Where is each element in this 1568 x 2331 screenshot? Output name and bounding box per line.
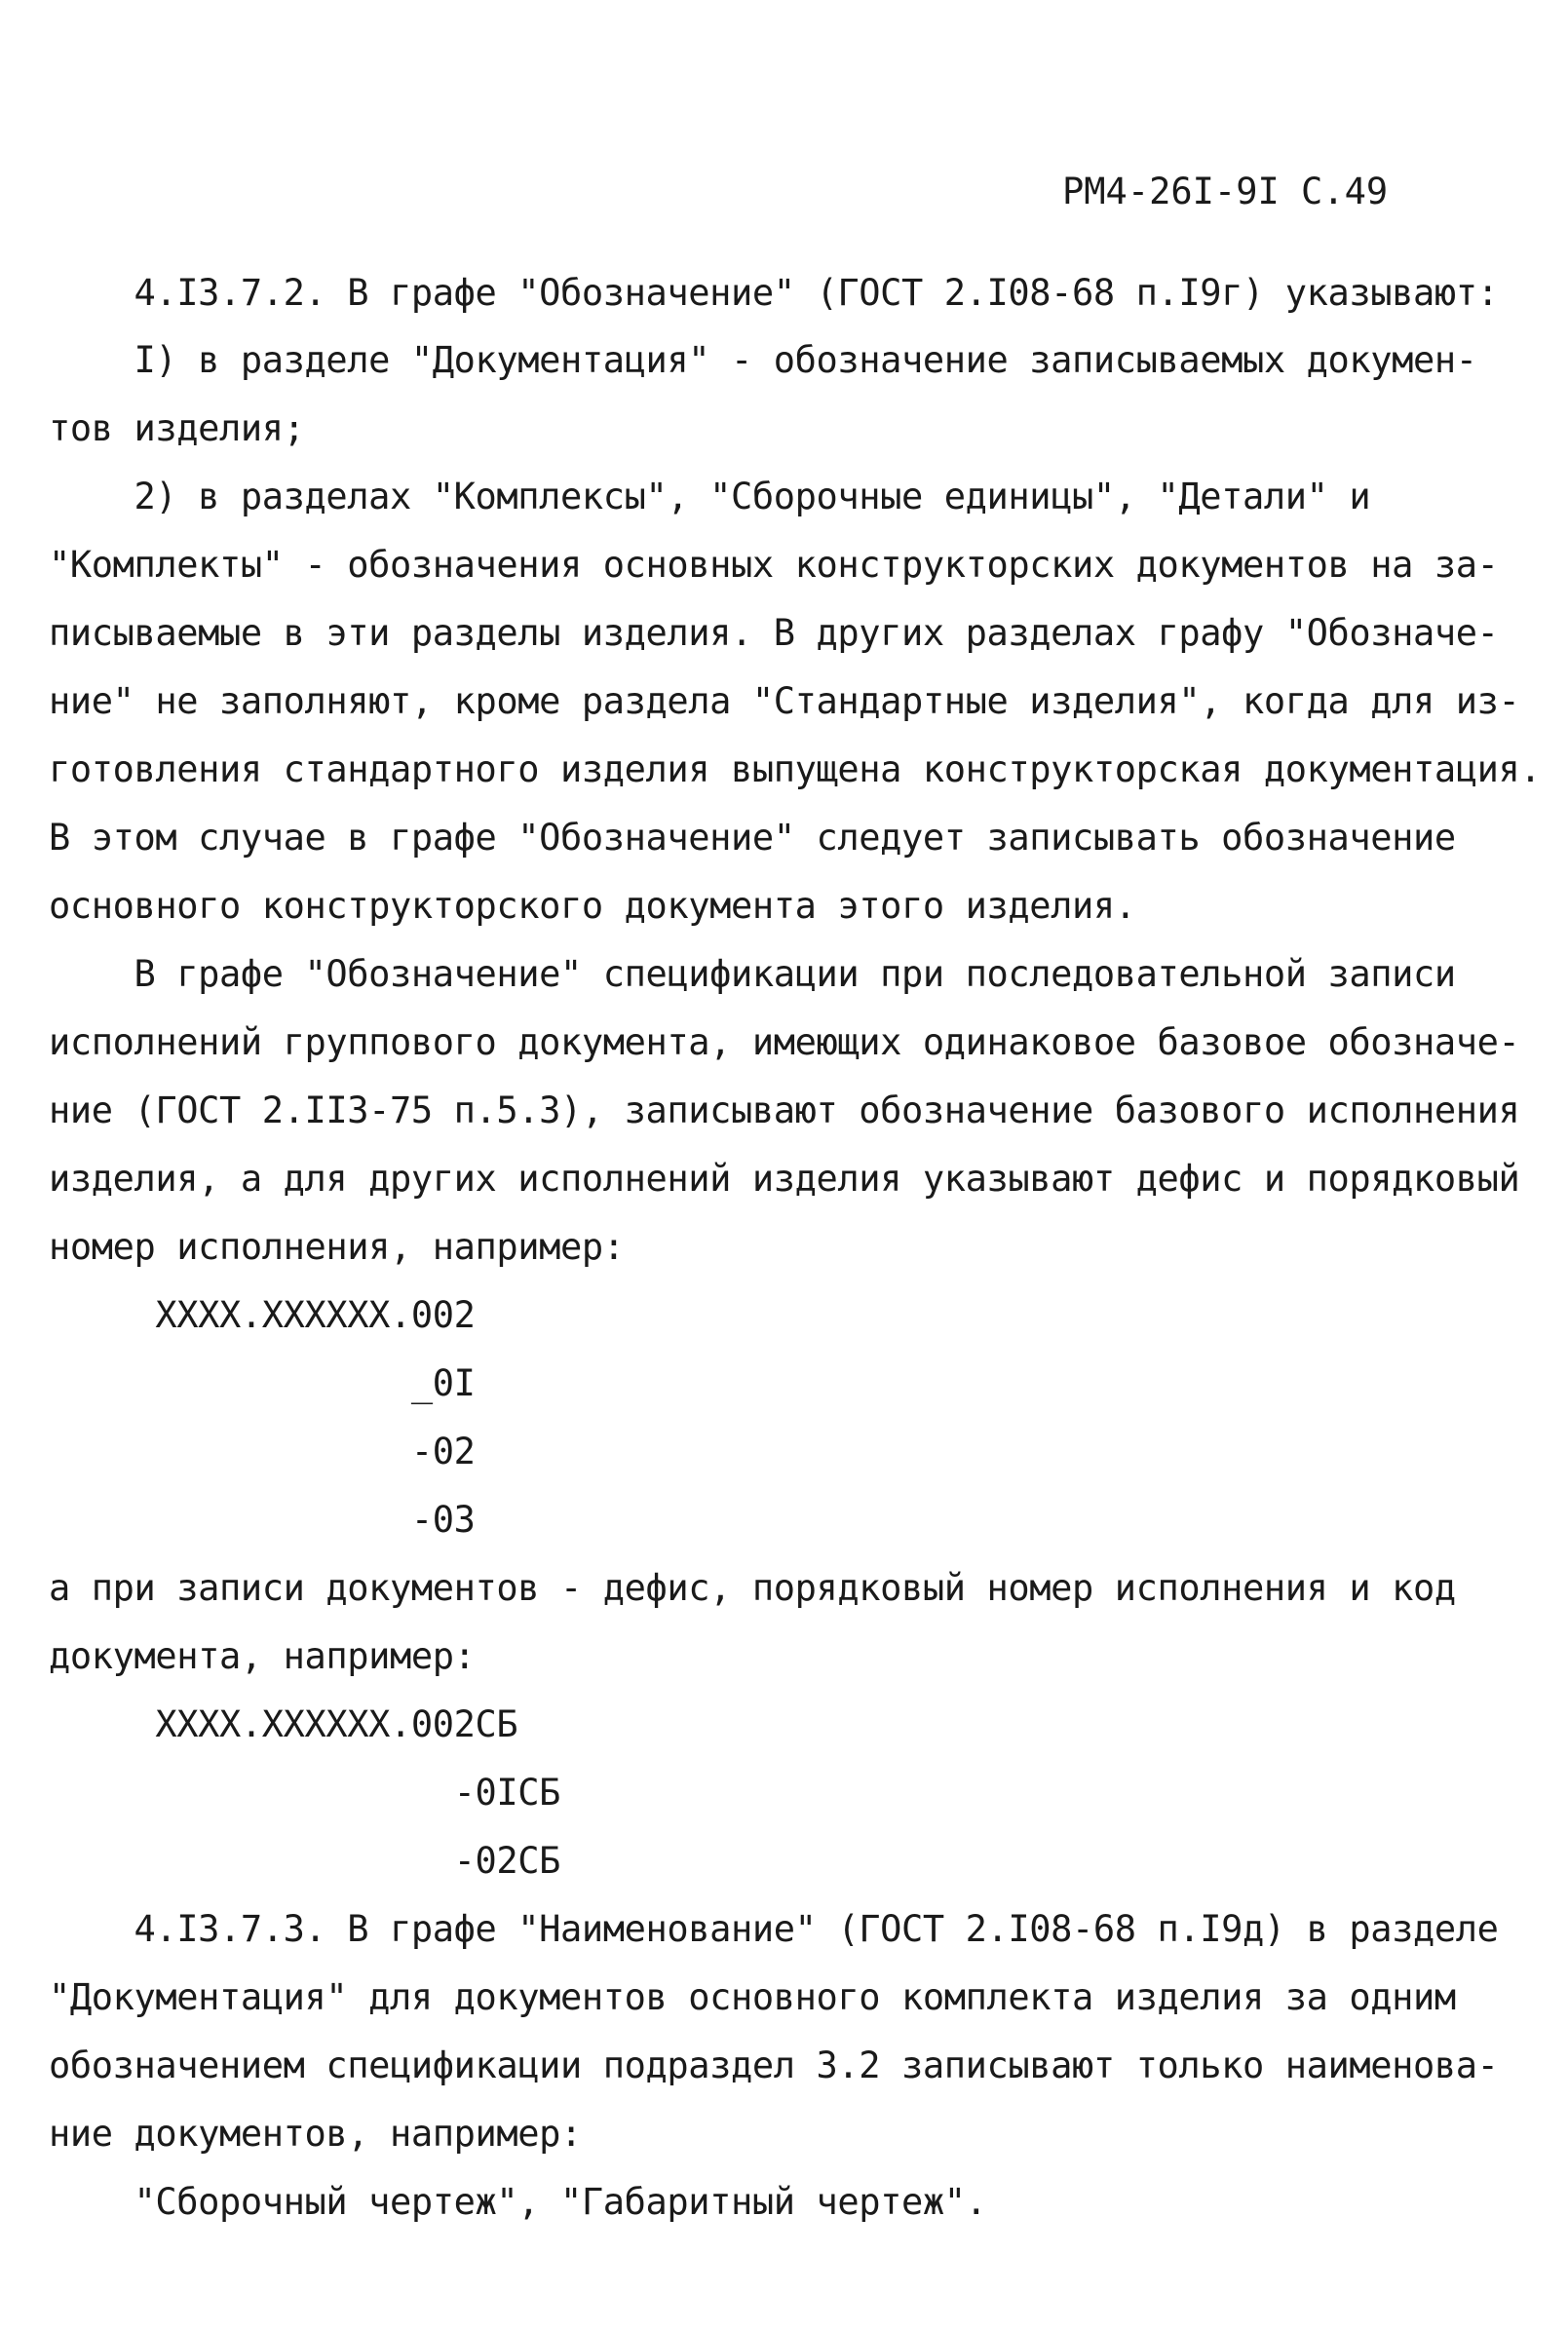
text-line: В графе "Обозначение" спецификации при последовательной записи	[49, 953, 1456, 995]
designation-example-variant: -02	[49, 1431, 476, 1472]
text-line: В этом случае в графе "Обозначение" следует записывать обозначение	[49, 817, 1456, 859]
text-line: номер исполнения, например:	[49, 1226, 625, 1268]
designation-example-base: XXXX.XXXXXX.002	[49, 1294, 476, 1336]
text-line: ние документов, например:	[49, 2113, 582, 2155]
text-line: писываемые в эти разделы изделия. В других разделах графу "Обозначе-	[49, 612, 1499, 654]
text-line: ние (ГОСТ 2.II3-75 п.5.3), записывают обозначение базового исполнения	[49, 1089, 1520, 1131]
text-line: "Сборочный чертеж", "Габаритный чертеж".	[49, 2181, 987, 2223]
text-line: исполнений группового документа, имеющих одинаковое базовое обозначе-	[49, 1021, 1520, 1063]
text-line: "Комплекты" - обозначения основных конструкторских документов на за-	[49, 544, 1499, 586]
document-example-variant: -02СБ	[49, 1840, 561, 1882]
text-line: 4.I3.7.2. В графе "Обозначение" (ГОСТ 2.I08-68 п.I9г) указывают:	[49, 272, 1499, 314]
text-line: ние" не заполняют, кроме раздела "Стандартные изделия", когда для из-	[49, 680, 1520, 722]
document-example-base: XXXX.XXXXXX.002СБ	[49, 1703, 518, 1745]
document-example-variant: -0IСБ	[49, 1772, 561, 1814]
designation-example-variant: _0I	[49, 1362, 476, 1404]
text-line: документа, например:	[49, 1635, 476, 1677]
document-code-header: РМ4-26I-9I С.49	[1062, 171, 1389, 212]
text-line: изделия, а для других исполнений изделия указывают дефис и порядковый	[49, 1158, 1520, 1200]
text-line: "Документация" для документов основного комплекта изделия за одним	[49, 1976, 1456, 2018]
text-line: тов изделия;	[49, 407, 305, 449]
text-line: обозначением спецификации подраздел 3.2 записывают только наименова-	[49, 2044, 1499, 2086]
text-line: 4.I3.7.3. В графе "Наименование" (ГОСТ 2.I08-68 п.I9д) в разделе	[49, 1908, 1499, 1950]
text-line: основного конструкторского документа этого изделия.	[49, 885, 1136, 927]
designation-example-variant: -03	[49, 1499, 476, 1541]
text-line: 2) в разделах "Комплексы", "Сборочные единицы", "Детали" и	[49, 476, 1371, 517]
text-line: I) в разделе "Документация" - обозначение записываемых докумен-	[49, 339, 1477, 381]
text-line: а при записи документов - дефис, порядковый номер исполнения и код	[49, 1567, 1456, 1609]
text-line: готовления стандартного изделия выпущена конструкторская документация.	[49, 748, 1542, 790]
